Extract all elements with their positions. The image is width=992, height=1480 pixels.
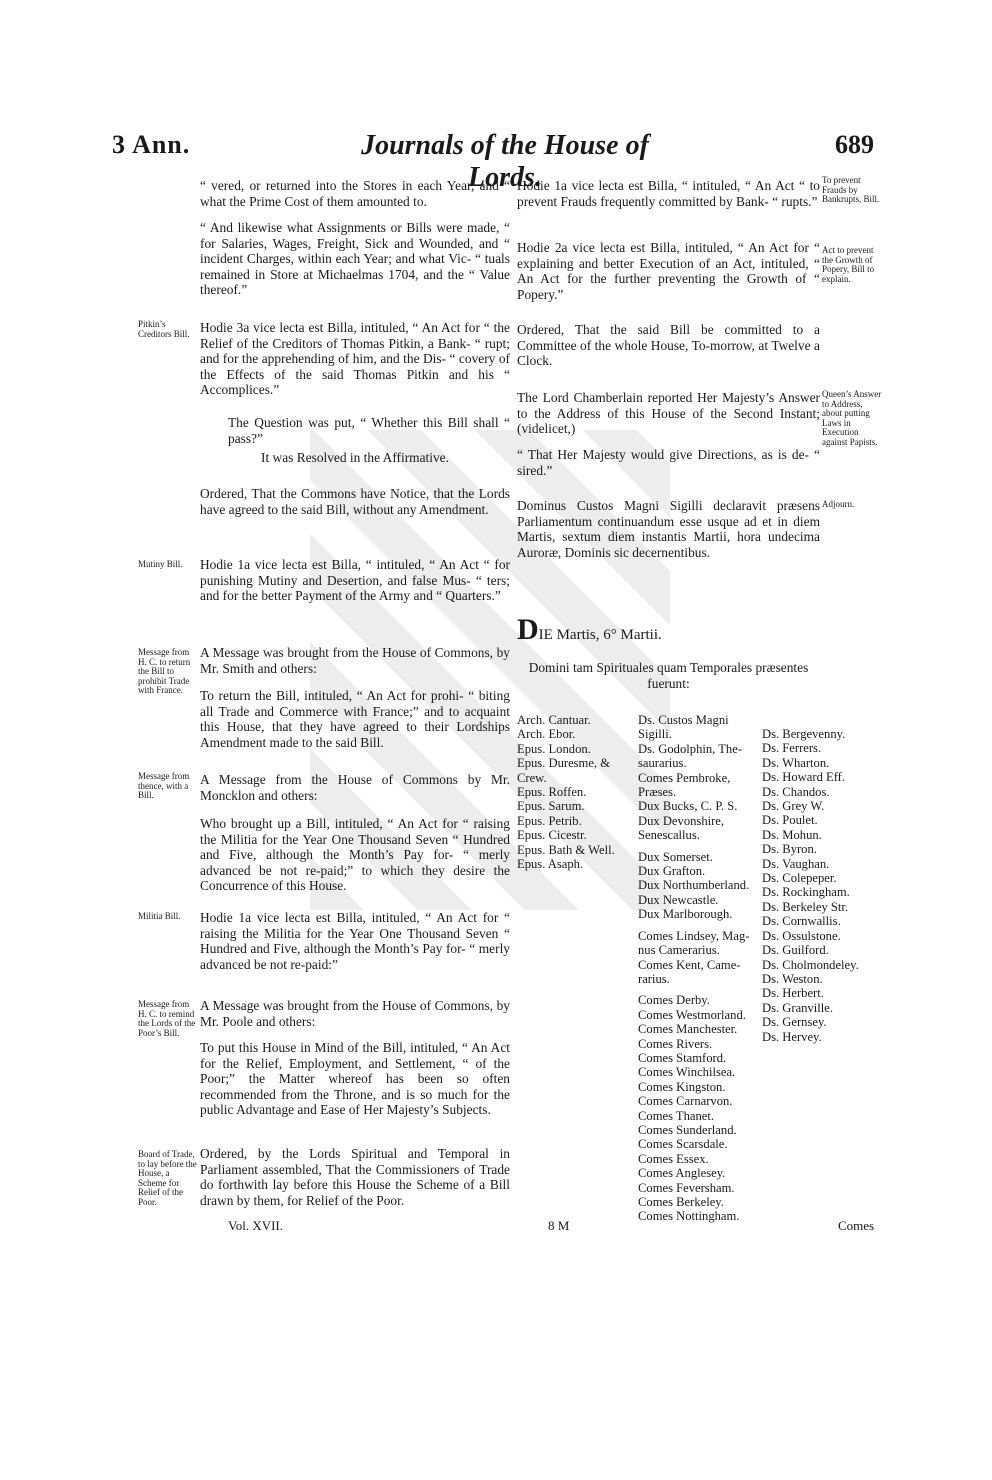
catchword: Comes [838, 1218, 875, 1233]
roster-entry: Ds. Rockingham. [762, 885, 850, 900]
roster-entry: Comes Carnarvon. [638, 1094, 733, 1109]
roster-entry: Ds. Chandos. [762, 784, 830, 799]
margin-note: Militia Bill. [138, 911, 181, 921]
roster-entry: rarius. [638, 971, 670, 986]
paragraph: The Lord Chamberlain reported Her Majesty’s Answer to the Address of this House of the Second Instant; (videlicet,) [517, 390, 820, 437]
roster-officers-earls [638, 713, 763, 1224]
sitting-date [517, 615, 662, 645]
paragraph: “ That Her Majesty would give Directions, as is de- “ sired.” [517, 447, 820, 478]
roster-entry: Senescallus. [638, 828, 700, 843]
paragraph: To return the Bill, intituled, “ An Act for prohi- “ biting all Trade and Commerce with France;” and to acquaint this House, that they have agreed to their Lordships Amendment made to the said Bill. [200, 688, 510, 750]
roster-entry: Ds. Ossulstone. [762, 928, 841, 943]
roster-entry: Comes Westmorland. [638, 1007, 746, 1022]
paragraph: Who brought up a Bill, intituled, “ An Act for “ raising the Militia for the Year One Thousand Seven “ Hundred and Five, although the Month’s Pay for- “ merly advanced be not re-paid;” to which they desire the Concurrence of this House. [200, 816, 510, 894]
margin-note: Message from thence, with a Bill. [138, 771, 190, 801]
roster-entry: Epus. London. [517, 741, 591, 756]
roster-entry: Epus. Duresme, & [517, 756, 611, 771]
paragraph: The Question was put, “ Whether this Bill shall “ pass?” [228, 415, 510, 446]
paragraph: A Message was brought from the House of Commons, by Mr. Smith and others: [200, 645, 510, 676]
roster-entry: Epus. Bath & Well. [517, 842, 615, 857]
roster-entry: Epus. Asaph. [517, 857, 584, 872]
roster-entry: Dux Bucks, C. P. S. [638, 799, 738, 814]
paragraph: Ordered, by the Lords Spiritual and Temporal in Parliament assembled, That the Commissioners of Trade do forthwith lay before this House the Scheme of a Bill drawn by them, for Relief of the Poor. [200, 1146, 510, 1208]
present-heading: Domini tam Spirituales quam Temporales præsentes fuerunt: [528, 660, 809, 691]
paragraph: Ordered, That the said Bill be committed to a Committee of the whole House, To-morrow, at Twelve a Clock. [517, 322, 820, 369]
roster-entry: Ds. Poulet. [762, 813, 818, 828]
roster-entry: Comes Rivers. [638, 1036, 713, 1051]
roster-entry: Ds. Cornwallis. [762, 914, 841, 929]
roster-entry: Comes Nottingham. [638, 1209, 740, 1224]
paragraph: Hodie 2a vice lecta est Billa, intituled, “ An Act for “ explaining and better Execution of an Act, intituled, “ An Act for the further preventing the Growth of “ Popery.” [517, 240, 820, 302]
signature-mark: 8 M [548, 1218, 570, 1233]
roster-entry: Ds. Colepeper. [762, 871, 837, 886]
roster-entry: Dux Somerset. [638, 849, 713, 864]
roster-entry: Ds. Hervey. [762, 1029, 822, 1044]
roster-entry: Ds. Byron. [762, 842, 817, 857]
roster-spiritual [517, 713, 642, 871]
roster-entry: Ds. Custos Magni [638, 713, 729, 727]
roster-entry: Arch. Cantuar. [517, 713, 591, 727]
roster-entry: Ds. Grey W. [762, 799, 825, 814]
margin-note: Message from H. C. to remind the Lords of the Poor’s Bill. [138, 999, 196, 1038]
roster-entry: Dux Marlborough. [638, 907, 733, 922]
roster-entry: Crew. [517, 770, 547, 785]
right-column [517, 0, 820, 620]
roster-entry: Ds. Wharton. [762, 755, 830, 770]
roster-entry: nus Camerarius. [638, 943, 720, 958]
roster-entry: saurarius. [638, 756, 687, 771]
roster-entry: Ds. Cholmondeley. [762, 957, 859, 972]
roster-entry: Comes Stamford. [638, 1050, 727, 1065]
roster-entry: Ds. Howard Eff. [762, 770, 846, 785]
margin-note: Adjourn. [822, 499, 855, 509]
date-text: IE Martis, 6° Martii. [538, 627, 662, 643]
volume-label: Vol. XVII. [228, 1218, 284, 1233]
margin-note: Mutiny Bill. [138, 559, 183, 569]
roster-entry: Ds. Bergevenny. [762, 727, 846, 741]
paragraph: “ And likewise what Assignments or Bills were made, “ for Salaries, Wages, Freight, Sick and Wounded, and “ incident Charges, within each Year; and what Vic- “ tuals remained in Store at Michaelmas 1704, and the “ Value thereof.” [200, 220, 510, 298]
roster-entry: Ds. Mohun. [762, 827, 822, 842]
roster-entry: Epus. Sarum. [517, 799, 585, 814]
roster-entry: Ds. Berkeley Str. [762, 899, 849, 914]
roster-entry: Comes Berkeley. [638, 1195, 724, 1209]
drop-cap: D [517, 613, 539, 646]
roster-entry: Ds. Godolphin, The- [638, 741, 743, 756]
roster-entry: Ds. Weston. [762, 971, 823, 986]
roster-entry: Comes Scarsdale. [638, 1137, 728, 1152]
roster-entry: Comes Essex. [638, 1151, 709, 1166]
roster-entry: Ds. Gernsey. [762, 1015, 827, 1030]
roster-entry: Comes Kent, Came- [638, 957, 741, 972]
roster-entry: Ds. Guilford. [762, 943, 829, 958]
left-column [200, 0, 510, 1480]
roster-entry: Præses. [638, 785, 677, 800]
roster-entry: Dux Newcastle. [638, 892, 719, 907]
roster-entry: Ds. Granville. [762, 1000, 833, 1015]
roster-entry: Epus. Cicestr. [517, 828, 587, 843]
running-head-left: 3 Ann. [112, 130, 191, 159]
roster-entry: Epus. Roffen. [517, 785, 587, 800]
roster-entry: Comes Derby. [638, 993, 710, 1008]
paragraph: Dominus Custos Magni Sigilli declaravit præsens Parliamentum continuandum esse usque ad et in diem Martis, sextum diem instantis Martii, hora undecima Auroræ, Dominis sic decernentibus. [517, 498, 820, 560]
running-head-title: Journals of the House of Lords. [361, 130, 649, 193]
roster-entry: Comes Kingston. [638, 1079, 726, 1094]
roster-entry: Ds. Ferrers. [762, 741, 822, 756]
paragraph: It was Resolved in the Affirmative. [261, 450, 449, 465]
roster-entry: Dux Northumberland. [638, 878, 750, 893]
margin-note: To prevent Frauds by Bankrupts, Bill. [822, 175, 880, 205]
roster-entry: Comes Lindsey, Mag- [638, 928, 750, 943]
roster-entry: Comes Pembroke, [638, 770, 731, 785]
margin-note: Queen’s Answer to Address, about putting Laws in Execution against Papists. [822, 389, 882, 447]
paragraph: Ordered, That the Commons have Notice, that the Lords have agreed to the said Bill, without any Amendment. [200, 486, 510, 517]
paragraph: To put this House in Mind of the Bill, intituled, “ An Act for the Relief, Employment, and Settlement, “ of the Poor;” the Matter whereof has been so often recommended from the Throne, and is so much for the public Advantage and Ease of Her Majesty’s Subjects. [200, 1040, 510, 1118]
roster-entry: Comes Thanet. [638, 1108, 715, 1123]
roster-barons [762, 727, 877, 1044]
roster-entry: Dux Grafton. [638, 864, 706, 879]
margin-note: Message from H. C. to return the Bill to prohibit Trade with France. [138, 647, 191, 696]
paragraph: A Message was brought from the House of Commons, by Mr. Poole and others: [200, 998, 510, 1029]
roster-entry: Comes Manchester. [638, 1022, 738, 1037]
roster-entry: Epus. Petrib. [517, 813, 582, 828]
paragraph: Hodie 1a vice lecta est Billa, intituled, “ An Act for “ raising the Militia for the Year One Thousand Seven “ Hundred and Five, although the Month’s Pay for- “ merly advanced be not re-paid:” [200, 910, 510, 972]
paragraph: Hodie 3a vice lecta est Billa, intituled, “ An Act for “ the Relief of the Creditors of Thomas Pitkin, a Bank- “ rupt; and for the apprehending of him, and the Dis- “ covery of the Effects of the said Thomas Pitkin and his “ Accomplices.” [200, 320, 510, 398]
roster-entry: Arch. Ebor. [517, 727, 576, 742]
paragraph: “ vered, or returned into the Stores in each Year, and “ what the Prime Cost of them amounted to. [200, 178, 510, 209]
roster-entry: Comes Anglesey. [638, 1166, 726, 1181]
margin-note: Pitkin’s Creditors Bill. [138, 319, 190, 339]
paragraph: Hodie 1a vice lecta est Billa, “ intituled, “ An Act “ for punishing Mutiny and Desertion, and false Mus- “ ters; and for the better Payment of the Army and “ Quarters.” [200, 557, 510, 604]
roster-entry: Dux Devonshire, [638, 813, 725, 828]
paragraph: Hodie 1a vice lecta est Billa, “ intituled, “ An Act “ to prevent Frauds frequently committed by Bank- “ rupts.” [517, 178, 820, 209]
paragraph: A Message from the House of Commons by Mr. Moncklon and others: [200, 772, 510, 803]
roster-entry: Comes Feversham. [638, 1180, 735, 1195]
roster-entry: Comes Winchilsea. [638, 1065, 736, 1080]
roster-entry: Sigilli. [638, 727, 672, 742]
page-number: 689 [835, 130, 874, 159]
margin-note: Board of Trade, to lay before the House, a Scheme for Relief of the Poor. [138, 1149, 197, 1207]
roster-entry: Ds. Herbert. [762, 986, 824, 1001]
roster-entry: Comes Sunderland. [638, 1122, 737, 1137]
margin-note: Act to prevent the Growth of Popery, Bill to explain. [822, 245, 875, 284]
roster-entry: Ds. Vaughan. [762, 856, 830, 871]
